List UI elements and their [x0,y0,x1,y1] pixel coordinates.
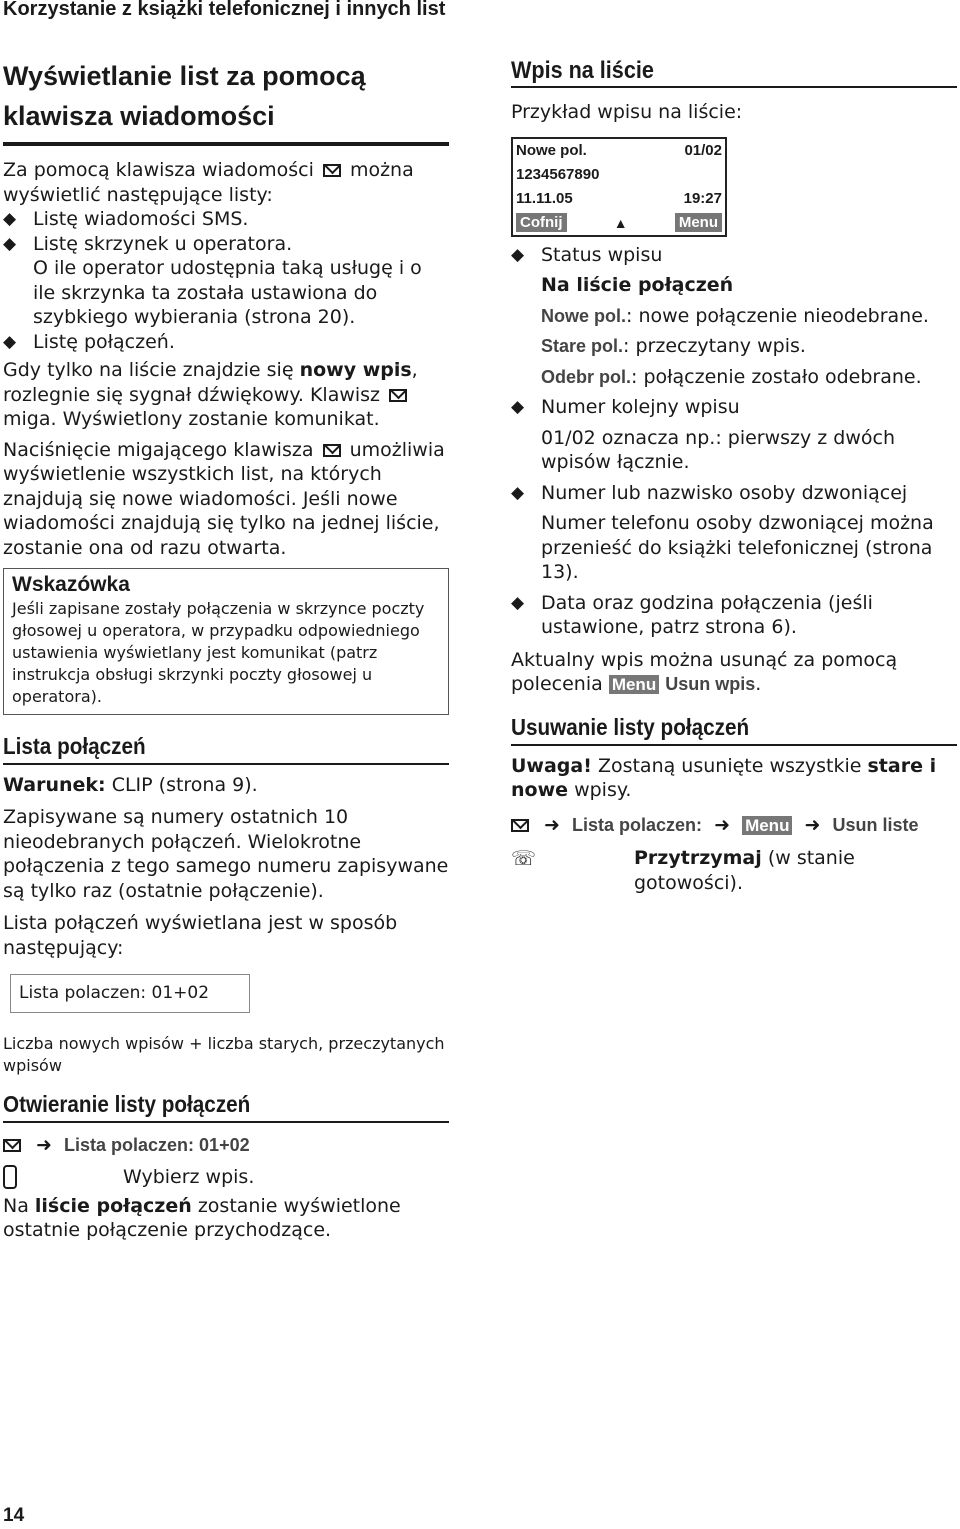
envelope-icon [389,389,407,402]
diamond-bullet-icon: ◆ [3,233,17,254]
envelope-icon [3,1139,21,1152]
diamond-bullet-icon: ◆ [3,209,17,229]
lcd-row [516,187,722,211]
para-text: miga. Wyświetlony zostanie komunikat. [3,408,380,430]
navigation-key-icon [3,1165,17,1189]
envelope-icon [511,819,529,832]
envelope-icon [323,444,341,457]
list-item-note: O ile operator udostępnia taką usługę i o ile skrzynka ta została ustawiona do szybkiego wybierania (strona 20). [33,257,422,328]
list-item [3,232,449,257]
status-item [511,304,957,329]
lcd-softkeys [516,211,722,235]
arrow-right-icon: ➜ [804,813,821,836]
lcd-status: Nowe pol. [516,141,587,159]
main-heading: Wyświetlanie list za pomocą klawisza wiadomości [3,61,366,131]
end-call-key-icon: ☏ [511,846,537,870]
para-bold: nowy wpis [299,359,412,381]
paragraph: Lista połączeń wyświetlana jest w sposób następujący: [3,912,398,959]
main-heading-block [3,56,449,146]
list-item-text: Listę połączeń. [33,330,175,353]
note-title: Wskazówka [12,573,130,596]
intro-text-a: Za pomocą klawisza wiadomości [3,159,314,181]
list-item [3,330,449,355]
menu-key: Menu [742,816,792,835]
section-heading-block [3,731,449,765]
para-bold: liście połączeń [34,1194,192,1217]
status-label: Stare pol. [541,336,624,356]
arrow-right-icon: ➜ [544,813,560,836]
envelope-icon [323,164,341,177]
list-item [511,481,957,506]
lcd-display [511,137,727,237]
para-text: Gdy tylko na liście znajdzie się [3,359,294,381]
list-item [511,243,957,268]
blinking-key-paragraph [3,438,449,561]
paragraph: Zapisywane są numery ostatnich 10 nieodebranych połączeń. Wielokrotne połączenia z tego samego numeru zapisywane są tylko raz (ostatnie połączenie). [3,806,449,902]
diamond-bullet-icon: ◆ [511,397,525,417]
list-item-text: Status wpisu [541,243,663,266]
step-bold: Przytrzymaj [634,847,762,869]
left-column [3,56,449,1243]
step-text [634,846,957,895]
para-text: zostanie wyświetlone ostatnie połączenie przychodzące. [3,1194,401,1241]
intro-paragraph [3,158,449,207]
lcd-row [516,163,722,187]
menu-label: Usun liste [832,814,919,835]
step-line [511,846,957,895]
status-text: : nowe połączenie nieodebrane. [626,304,929,327]
section-heading: Lista połączeń [3,732,146,759]
display-example: Lista polaczen: 01+02 [10,974,250,1013]
diamond-bullet-icon: ◆ [511,244,525,265]
para-bold: stare i nowe [511,754,937,801]
status-text: : połączenie zostało odebrane. [631,365,922,388]
step-text: Wybierz wpis. [123,1166,255,1188]
lcd-number: 1234567890 [516,165,600,183]
status-label: Odebr pol. [541,366,631,387]
list-item-text: Listę skrzynek u operatora. [33,232,293,255]
diamond-bullet-icon: ◆ [511,592,525,613]
step-line [3,1133,449,1158]
arrow-right-icon: ➜ [714,813,731,836]
list-item-text: Data oraz godzina połączenia (jeśli ustawione, patrz strona 6). [541,591,873,638]
intro-text-b: można wyświetlić następujące listy: [3,159,414,206]
up-down-icon: ▲ [613,214,628,231]
softkey-back: Cofnij [516,213,567,232]
status-item [511,365,957,390]
requirement-label: Warunek: [3,773,106,796]
menu-label: Lista polaczen: 01+02 [64,1134,250,1155]
page-header-title: Korzystanie z książki telefonicznej i innych list [3,0,446,20]
new-entry-paragraph [3,358,449,432]
section-heading: Otwieranie listy połączeń [3,1090,251,1117]
section-heading-block [511,712,957,746]
status-item [511,334,957,359]
list-item-text: Listę wiadomości SMS. [33,208,249,230]
diamond-bullet-icon: ◆ [3,331,17,352]
list-item-note: Numer telefonu osoby dzwoniącej można przenieść do książki telefonicznej (strona 13). [541,512,934,583]
para-text: . [755,673,762,695]
menu-label: Usun wpis [665,674,756,694]
step-line [3,1165,449,1190]
para-text: Aktualny wpis można usunąć za pomocą polecenia [511,648,898,695]
para-text: Naciśnięcie migającego klawisza [3,438,314,461]
list-item-text: Numer lub nazwisko osoby dzwoniącej [541,481,908,504]
warning-paragraph [511,754,957,803]
list-item [3,207,449,232]
step-line [511,813,957,839]
list-item [511,591,957,640]
warning-label: Uwaga! [511,754,592,777]
paragraph [3,1194,449,1243]
list-item [511,395,957,420]
para-text: Zostaną usunięte wszystkie [597,754,862,777]
diamond-bullet-icon: ◆ [511,482,525,503]
paragraph: Przykład wpisu na liście: [511,101,743,123]
right-column [511,56,957,895]
lcd-counter: 01/02 [684,141,722,159]
list-subtitle: Na liście połączeń [541,274,734,296]
section-heading-block [511,56,957,88]
note-body: Jeśli zapisane zostały połączenia w skrzynce poczty głosowej u operatora, w przypadku odpowiedniego ustawienia wyświetlany jest komunikat (patrz instrukcja obsługi skrzynki poczty głosowej u operatora). [12,598,425,706]
page-number: 14 [3,1505,25,1526]
note-box [3,568,449,715]
lcd-date: 11.11.05 [516,189,573,207]
status-text: : przeczytany wpis. [623,335,806,357]
status-label: Nowe pol. [541,305,626,326]
para-text: , rozlegnie się sygnał dźwiękowy. Klawisz [3,359,418,406]
menu-label: Lista polaczen: [572,814,703,835]
menu-key: Menu [609,675,659,694]
para-text: Na [3,1194,29,1217]
delete-entry-paragraph [511,648,957,698]
section-heading: Usuwanie listy połączeń [511,713,750,740]
lcd-time: 19:27 [683,189,722,207]
lcd-row [516,139,722,163]
requirement-text: CLIP (strona 9). [111,773,258,796]
para-text: umożliwia wyświetlenie wszystkich list, na których znajdują się nowe wiadomości. Jeśli nowe wiadomości znajdują się tylko na jednej liście, zostanie ona od razu otwarta. [3,438,445,559]
softkey-menu: Menu [675,213,722,232]
arrow-right-icon: ➜ [36,1133,52,1156]
list-item-note: 01/02 oznacza np.: pierwszy z dwóch wpisów łącznie. [541,426,896,473]
section-heading: Wpis na liście [511,57,654,84]
list-item-text: Numer kolejny wpisu [541,396,740,418]
para-text: wpisy. [574,779,632,801]
requirement-line [3,773,449,798]
display-caption: Liczba nowych wpisów + liczba starych, przeczytanych wpisów [3,1033,445,1075]
step-text-rest: (w stanie gotowości). [634,847,855,894]
section-heading-block [3,1089,449,1123]
